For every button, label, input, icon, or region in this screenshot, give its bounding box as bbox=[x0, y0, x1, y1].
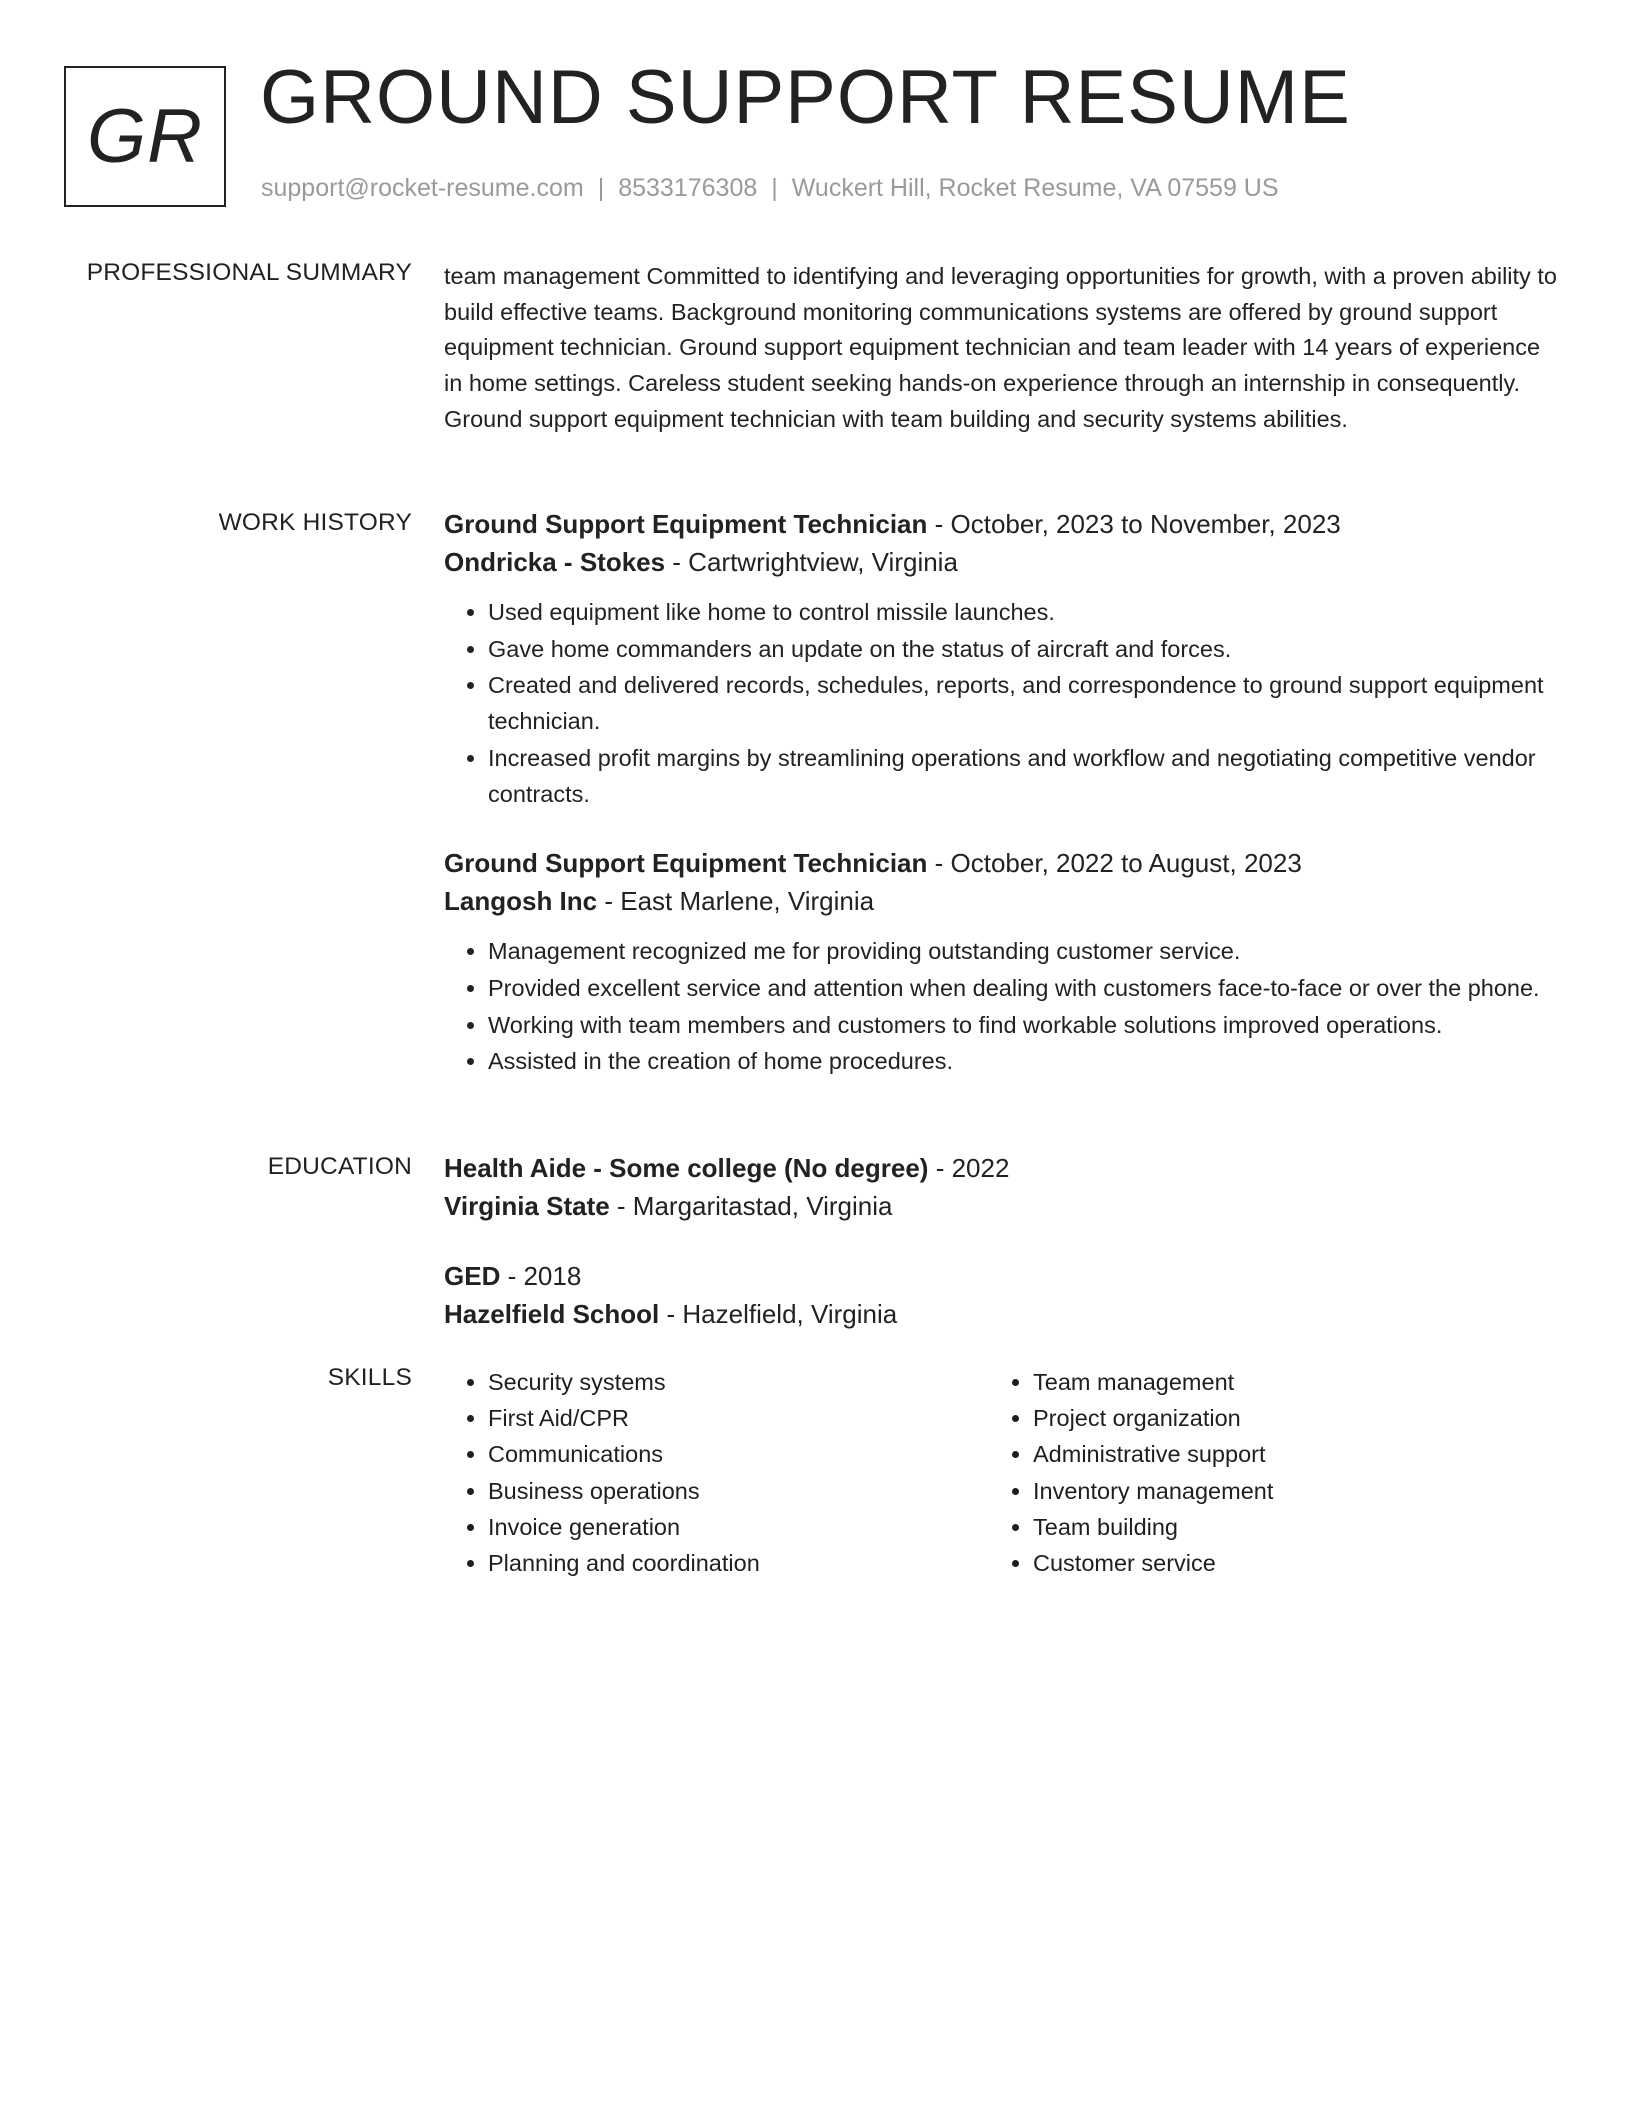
skill-item: • Customer service bbox=[1033, 1545, 1534, 1581]
education-entry bbox=[444, 1149, 1559, 1225]
education-school: Virginia State bbox=[444, 1191, 610, 1221]
education-location: - Margaritastad, Virginia bbox=[609, 1191, 893, 1221]
job-title-line bbox=[444, 505, 1559, 543]
job-bullet: • Gave home commanders an update on the status of aircraft and forces. bbox=[488, 632, 1559, 668]
skill-item: • Inventory management bbox=[1033, 1473, 1534, 1509]
job-company-line bbox=[444, 882, 1559, 920]
contact-address: Wuckert Hill, Rocket Resume, VA 07559 US bbox=[791, 174, 1279, 202]
section-label-skills: SKILLS bbox=[327, 1364, 412, 1391]
job-dates: - October, 2022 to August, 2023 bbox=[927, 848, 1302, 879]
education-degree-line bbox=[444, 1149, 1559, 1187]
job-title: Ground Support Equipment Technician bbox=[444, 509, 928, 539]
skill-item: • Team building bbox=[1033, 1509, 1534, 1545]
job-title-line bbox=[444, 844, 1559, 882]
skill-item: • Communications bbox=[488, 1436, 989, 1472]
job-entry bbox=[444, 844, 1559, 1080]
job-company-line bbox=[444, 543, 1559, 581]
monogram-initials: GR bbox=[87, 94, 203, 179]
job-company: Langosh Inc bbox=[444, 886, 598, 917]
education-school-line bbox=[444, 1187, 1559, 1225]
section-label-work-history: WORK HISTORY bbox=[218, 509, 412, 536]
contact-separator: | bbox=[771, 174, 778, 202]
education-degree: GED bbox=[444, 1261, 501, 1291]
contact-phone[interactable]: 8533176308 bbox=[618, 174, 758, 202]
monogram-box bbox=[64, 66, 226, 207]
job-location: - East Marlene, Virginia bbox=[597, 886, 875, 917]
skills-list-left bbox=[444, 1364, 989, 1581]
section-label-education: EDUCATION bbox=[267, 1153, 412, 1180]
skills-columns bbox=[444, 1364, 1559, 1581]
skill-item: • Invoice generation bbox=[488, 1509, 989, 1545]
education-school-line bbox=[444, 1295, 1559, 1333]
contact-separator: | bbox=[597, 174, 605, 202]
job-location: - Cartwrightview, Virginia bbox=[665, 547, 958, 577]
skill-item: • Business operations bbox=[488, 1473, 989, 1509]
job-bullets bbox=[444, 934, 1559, 1080]
job-bullet: • Assisted in the creation of home procedures. bbox=[488, 1044, 1559, 1080]
job-bullet: • Provided excellent service and attention when dealing with customers face-to-face or over the phone. bbox=[488, 971, 1559, 1007]
education-year: - 2018 bbox=[500, 1261, 582, 1291]
skill-item: • Administrative support bbox=[1033, 1436, 1534, 1472]
contact-line bbox=[261, 174, 1279, 203]
job-bullet: • Management recognized me for providing outstanding customer service. bbox=[488, 934, 1559, 970]
job-bullets bbox=[444, 595, 1559, 812]
job-bullet: • Created and delivered records, schedules, reports, and correspondence to ground support equipment technician. bbox=[488, 668, 1559, 739]
jobs-list bbox=[444, 505, 1559, 1081]
job-bullet: • Used equipment like home to control missile launches. bbox=[488, 595, 1559, 631]
job-dates: - October, 2023 to November, 2023 bbox=[927, 509, 1341, 539]
resume-title: GROUND SUPPORT RESUME bbox=[260, 55, 1351, 140]
job-bullet: • Working with team members and customers to find workable solutions improved operations. bbox=[488, 1008, 1559, 1044]
skill-item: • Security systems bbox=[488, 1364, 989, 1400]
job-bullet: • Increased profit margins by streamlining operations and workflow and negotiating competitive vendor contracts. bbox=[488, 741, 1559, 812]
job-company: Ondricka - Stokes bbox=[444, 547, 666, 577]
skill-item: • Project organization bbox=[1033, 1400, 1534, 1436]
skill-item: • Planning and coordination bbox=[488, 1545, 989, 1581]
summary-text: team management Committed to identifying and leveraging opportunities for growth, with a proven ability to build effective teams. Background monitoring communications systems are offered by ground support equipment technician. Ground support equipment technician and team leader with 14 years of experience in home settings. Careless student seeking hands-on experience through an internship in consequently. Ground support equipment technician with team building and security systems abilities. bbox=[444, 263, 1557, 432]
education-location: - Hazelfield, Virginia bbox=[659, 1299, 898, 1329]
job-title: Ground Support Equipment Technician bbox=[444, 848, 928, 879]
education-entry bbox=[444, 1257, 1559, 1333]
contact-email[interactable]: support@rocket-resume.com bbox=[261, 174, 584, 202]
skill-item: • First Aid/CPR bbox=[488, 1400, 989, 1436]
education-school: Hazelfield School bbox=[444, 1299, 660, 1329]
job-entry bbox=[444, 505, 1559, 812]
section-label-summary: PROFESSIONAL SUMMARY bbox=[86, 259, 412, 286]
skills-list-right bbox=[989, 1364, 1534, 1581]
education-degree-line bbox=[444, 1257, 1559, 1295]
skill-item: • Team management bbox=[1033, 1364, 1534, 1400]
education-degree: Health Aide - Some college (No degree) bbox=[444, 1153, 929, 1183]
education-year: - 2022 bbox=[928, 1153, 1010, 1183]
